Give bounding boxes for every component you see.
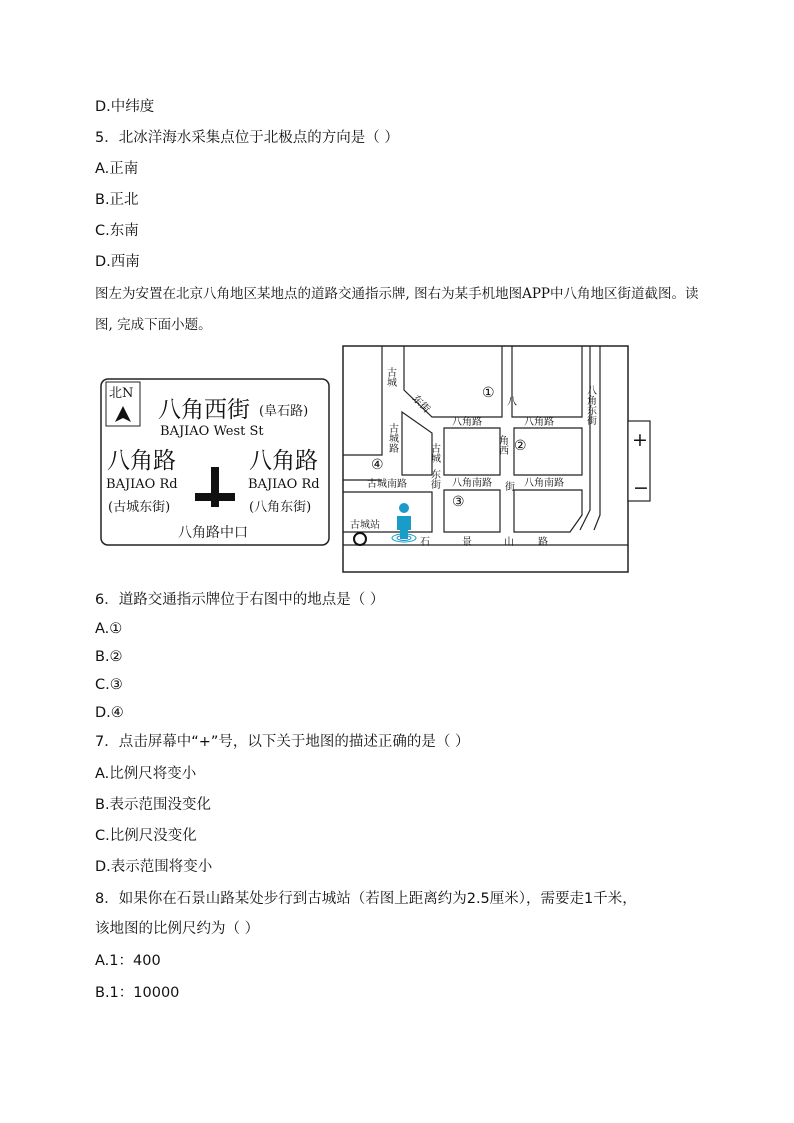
dongjie-label: 东街 (409, 393, 432, 416)
q5-option-d: D.西南 (95, 254, 140, 270)
q7-stem: 7．点击屏幕中“+”号，以下关于地图的描述正确的是（ ） (95, 734, 470, 750)
shijing-char-3: 山 (504, 537, 514, 548)
q6-option-d: D.④ (95, 705, 124, 721)
bajiao-south-label-2: 八角南路 (524, 478, 564, 489)
bajiao-south-label-1: 八角南路 (452, 478, 492, 489)
traffic-sign-figure (100, 378, 332, 548)
street-map-figure (342, 345, 662, 577)
gucheng-south-label: 古城南路 (367, 479, 407, 490)
marker-2: ② (514, 438, 527, 454)
q7-option-a: A.比例尺将变小 (95, 766, 197, 782)
sign-bottom: 八角路中口 (178, 525, 248, 541)
dong-jie-label: 东街 (428, 469, 440, 489)
q6-option-c: C.③ (95, 677, 123, 693)
shijing-char-4: 路 (538, 537, 548, 548)
q5-option-a: A.正南 (95, 161, 139, 177)
zoom-out-button[interactable]: − (633, 477, 649, 499)
shijing-char-2: 景 (462, 537, 472, 548)
sign-left-paren: (古城东街) (108, 500, 171, 515)
sign-left-en: BAJIAO Rd (106, 477, 178, 492)
bajiao-xi-label: 角西 (496, 435, 508, 455)
figure-intro: 图左为安置在北京八角地区某地点的道路交通指示牌, 图右为某手机地图APP中八角地区街道截图。读图, 完成下面小题。 (95, 286, 699, 333)
shijing-char-1: 石 (420, 537, 430, 548)
q6-stem: 6．道路交通指示牌位于右图中的地点是（ ） (95, 592, 385, 608)
q7-option-d: D.表示范围将变小 (95, 859, 213, 875)
sign-right-cn: 八角路 (249, 448, 318, 474)
jie-label: 街 (505, 482, 515, 493)
sign-top-en: BAJIAO West St (160, 424, 264, 439)
q8-stem-line-2: 该地图的比例尺约为（ ） (95, 921, 260, 937)
sign-left-cn: 八角路 (107, 448, 176, 474)
sign-right-paren: (八角东街) (249, 500, 312, 515)
bajiao-road-label-1: 八角路 (452, 417, 482, 428)
ba-top-label: 八 (507, 397, 517, 408)
gucheng-road-left-label: 古城路 (386, 423, 398, 453)
q5-option-c: C.东南 (95, 223, 139, 239)
sign-top-paren: (阜石路) (259, 404, 309, 419)
marker-4: ④ (371, 457, 384, 473)
q7-option-b: B.表示范围没变化 (95, 797, 212, 813)
q7-option-c: C.比例尺没变化 (95, 828, 197, 844)
q8-option-a: A.1：400 (95, 953, 161, 969)
station-icon (354, 533, 366, 545)
sign-right-en: BAJIAO Rd (248, 477, 320, 492)
q5-stem: 5．北冰洋海水采集点位于北极点的方向是（ ） (95, 130, 399, 146)
marker-3: ③ (452, 494, 465, 510)
north-label: 北N (109, 386, 134, 401)
q5-option-b: B.正北 (95, 192, 139, 208)
q8-stem-line-1: 8．如果你在石景山路某处步行到古城站（若图上距离约为2.5厘米），需要走1千米， (95, 891, 637, 907)
q6-option-b: B.② (95, 649, 123, 665)
q8-option-b: B.1：10000 (95, 985, 180, 1001)
gucheng-mid-label: 古城 (428, 443, 440, 463)
station-label: 古城站 (350, 520, 380, 531)
bajiao-road-label-2: 八角路 (524, 417, 554, 428)
q4-option-d: D.中纬度 (95, 99, 155, 115)
zoom-in-button[interactable]: + (632, 429, 648, 451)
sign-top-cn: 八角西街 (158, 397, 250, 423)
q6-option-a: A.① (95, 621, 123, 637)
gucheng-top-label: 古城 (384, 367, 396, 387)
marker-1: ① (482, 385, 495, 401)
bajiao-east-label: 八角东街 (584, 385, 596, 425)
